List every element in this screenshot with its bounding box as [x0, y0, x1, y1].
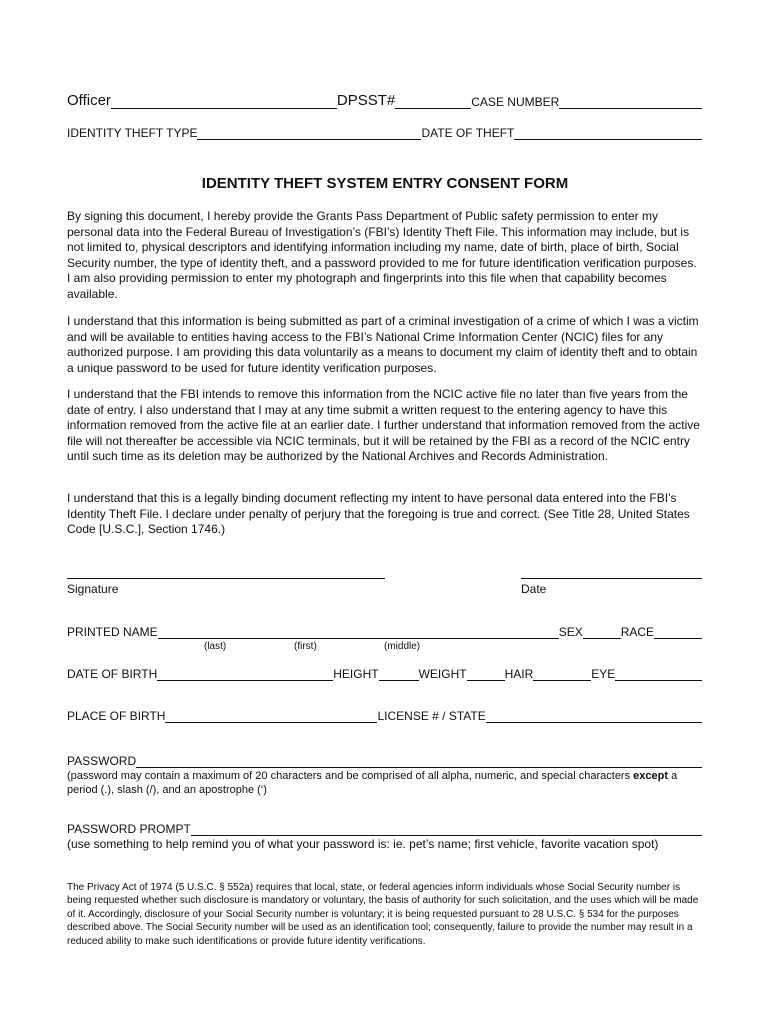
sex-label: SEX	[558, 625, 583, 639]
eye-field[interactable]	[615, 666, 702, 681]
password-note-text-end: a period (.), slash (/), and an apostrophe (‘)	[67, 770, 678, 796]
height-label: HEIGHT	[333, 667, 379, 681]
place-of-birth-label: PLACE OF BIRTH	[67, 709, 166, 723]
date-label: Date	[521, 582, 547, 596]
form-title: IDENTITY THEFT SYSTEM ENTRY CONSENT FORM	[201, 175, 569, 192]
signature-field[interactable]	[67, 578, 385, 579]
place-of-birth-field[interactable]	[165, 708, 377, 723]
sex-field[interactable]	[583, 624, 621, 639]
printed-name-row	[67, 624, 702, 639]
password-prompt-field[interactable]	[191, 821, 702, 836]
password-row	[67, 753, 702, 768]
weight-field[interactable]	[467, 666, 505, 681]
header-officer-row	[67, 92, 702, 109]
signature-label: Signature	[67, 582, 119, 596]
dpsst-field[interactable]	[395, 94, 471, 109]
race-label: RACE	[620, 625, 655, 639]
height-field[interactable]	[379, 666, 419, 681]
case-number-label: CASE NUMBER	[471, 95, 560, 109]
date-of-birth-field[interactable]	[157, 666, 333, 681]
officer-field[interactable]	[111, 94, 337, 109]
hair-label: HAIR	[504, 667, 534, 681]
identity-theft-type-label: IDENTITY THEFT TYPE	[67, 126, 198, 140]
eye-label: EYE	[591, 667, 616, 681]
officer-label: Officer	[67, 92, 111, 109]
name-part-last: (last)	[204, 641, 227, 652]
consent-paragraph-4: I understand that this is a legally binding document reflecting my intent to have personal data entered into the FBI’s Identity Theft File. I declare under penalty of perjury that the foregoing is true and correct. (See Title 28, United States Code [U.S.C.], Section 1746.)	[67, 491, 690, 536]
date-of-theft-field[interactable]	[514, 125, 702, 140]
license-state-field[interactable]	[486, 708, 702, 723]
physical-description-row	[67, 666, 702, 681]
password-note-text: (password may contain a maximum of 20 characters and be comprised of all alpha, numeric, and special characters	[67, 770, 634, 782]
header-theft-row	[67, 125, 702, 140]
birthplace-license-row	[67, 708, 702, 723]
weight-label: WEIGHT	[418, 667, 467, 681]
printed-name-label: PRINTED NAME	[67, 625, 158, 639]
password-note	[67, 769, 707, 797]
signature-date-field[interactable]	[521, 578, 702, 579]
password-prompt-row	[67, 821, 702, 836]
consent-paragraph-3: I understand that the FBI intends to remove this information from the NCIC active file no later than five years from the date of entry. I also understand that I may at any time submit a written request to the entering agency to have this information removed from the active file at an earlier date. I further understand that information removed from the active file will not thereafter be accessible via NCIC terminals, but it will be retained by the FBI as a record of the NCIC entry until such time as its deletion may be authorized by the National Archives and Records Administration.	[67, 387, 700, 463]
password-field[interactable]	[136, 753, 702, 768]
name-part-middle: (middle)	[384, 641, 421, 652]
consent-paragraph-1: By signing this document, I hereby provide the Grants Pass Department of Public safety permission to enter my personal data into the Federal Bureau of Investigation’s (FBI’s) Identity Theft File. This information may include, but is not limited to, physical descriptors and identifying information including my name, date of birth, place of birth, Social Security number, the type of identity theft, and a password provided to me for future identification verification purposes. I am also providing permission to enter my photograph and fingerprints into this file when that capability becomes available.	[67, 209, 697, 301]
dpsst-label: DPSST#	[336, 92, 396, 109]
race-field[interactable]	[654, 624, 702, 639]
consent-paragraph-2: I understand that this information is being submitted as part of a criminal investigation of a crime of which I was a victim and will be available to entities having access to the FBI’s National Crime Information Center (NCIC) files for any authorized purpose. I am providing this data voluntarily as a means to document my claim of identity theft and to obtain a unique password to be used for future identity verification purposes.	[67, 314, 699, 375]
name-part-first: (first)	[294, 641, 317, 652]
password-prompt-note: (use something to help remind you of what your password is: ie. pet’s name; first vehicle, favorite vacation spot)	[67, 837, 659, 851]
password-prompt-label: PASSWORD PROMPT	[67, 822, 191, 836]
password-note-emphasis: except	[633, 770, 669, 782]
password-label: PASSWORD	[67, 754, 137, 768]
printed-name-field[interactable]	[158, 624, 559, 639]
date-of-birth-label: DATE OF BIRTH	[67, 667, 158, 681]
hair-field[interactable]	[533, 666, 591, 681]
identity-theft-type-field[interactable]	[197, 125, 421, 140]
privacy-act-notice: The Privacy Act of 1974 (5 U.S.C. § 552a) requires that local, state, or federal agencies inform individuals whose Social Security number is being requested whether such disclosure is mandatory or voluntary, the basis of authority for such solicitation, and the uses which will be made of it. Accordingly, disclosure of your Social Security number is voluntary; it is being requested pursuant to 28 U.S.C. § 534 for the purposes described above. The Social Security number will be used as an identification tool; consequently, failure to provide the number may result in a reduced ability to make such identifications or provide future identity verifications.	[67, 882, 699, 947]
case-number-field[interactable]	[559, 94, 702, 109]
license-state-label: LICENSE # / STATE	[377, 709, 486, 723]
date-of-theft-label: DATE OF THEFT	[421, 126, 515, 140]
